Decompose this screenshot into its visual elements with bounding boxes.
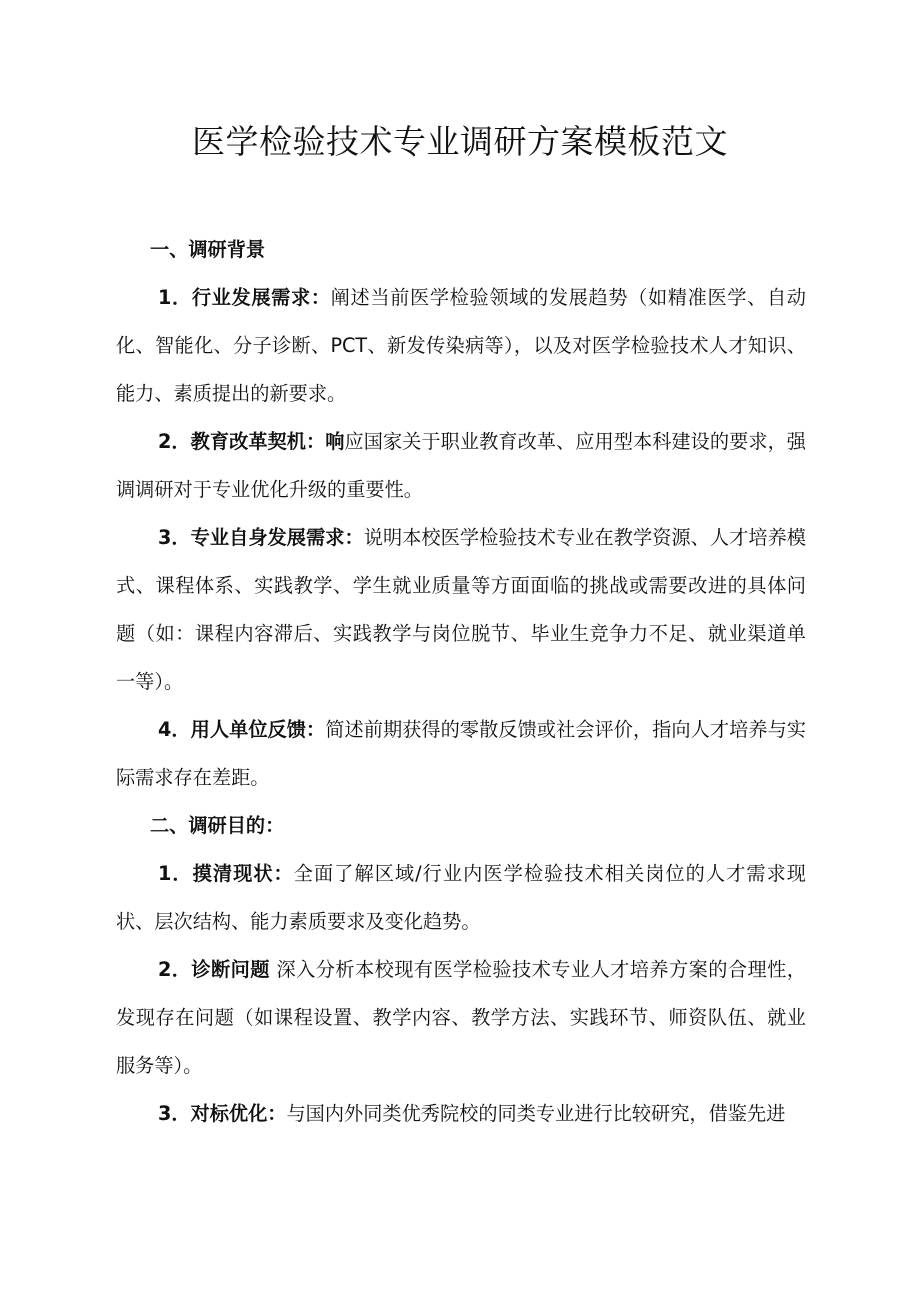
paragraph-lead: 3．专业自身发展需求： [158, 526, 364, 549]
document-title: 医学检验技术专业调研方案模板范文 [192, 122, 728, 161]
paragraph-text: 简述前期获得的零散反馈或社会评价，指向人才培养与实际需求存在差距。 [116, 718, 806, 789]
paragraph-survey-status [116, 850, 806, 946]
paragraph-benchmark-optimize [116, 1090, 806, 1138]
section-heading-purpose: 二、调研目的： [150, 814, 285, 837]
paragraph-lead: 4．用人单位反馈： [158, 718, 326, 741]
paragraph-lead: 2．诊断问题 [158, 958, 270, 981]
paragraph-industry-demand [116, 274, 806, 418]
paragraph-text: 全面了解区域/行业内医学检验技术相关岗位的人才需求现状、层次结构、能力素质要求及变化趋势。 [116, 862, 806, 933]
paragraph-diagnose-problems [116, 946, 806, 1090]
paragraph-text: 阐述当前医学检验领域的发展趋势（如精准医学、自动化、智能化、分子诊断、PCT、新发传染病等），以及对医学检验技术人才知识、能力、素质提出的新要求。 [116, 286, 806, 405]
paragraph-lead: 2．教育改革契机：响 [158, 430, 345, 453]
paragraph-text: 深入分析本校现有医学检验技术专业人才培养方案的合理性，发现存在问题（如课程设置、教学内容、教学方法、实践环节、师资队伍、就业服务等）。 [116, 958, 806, 1077]
paragraph-text: 与国内外同类优秀院校的同类专业进行比较研究，借鉴先进 [286, 1102, 786, 1125]
paragraph-employer-feedback [116, 706, 806, 802]
paragraph-lead: 1．摸清现状： [158, 862, 294, 885]
paragraph-program-needs [116, 514, 806, 706]
paragraph-text: 应国家关于职业教育改革、应用型本科建设的要求，强调调研对于专业优化升级的重要性。 [116, 430, 806, 501]
paragraph-text: 说明本校医学检验技术专业在教学资源、人才培养模式、课程体系、实践教学、学生就业质量等方面面临的挑战或需要改进的具体问题（如：课程内容滞后、实践教学与岗位脱节、毕业生竞争力不足、就业渠道单一等）。 [116, 526, 806, 693]
paragraph-education-reform [116, 418, 806, 514]
section-heading-background: 一、调研背景 [150, 238, 266, 261]
paragraph-lead: 1．行业发展需求： [158, 286, 331, 309]
document-body [116, 226, 806, 1138]
paragraph-lead: 3．对标优化： [158, 1102, 287, 1125]
